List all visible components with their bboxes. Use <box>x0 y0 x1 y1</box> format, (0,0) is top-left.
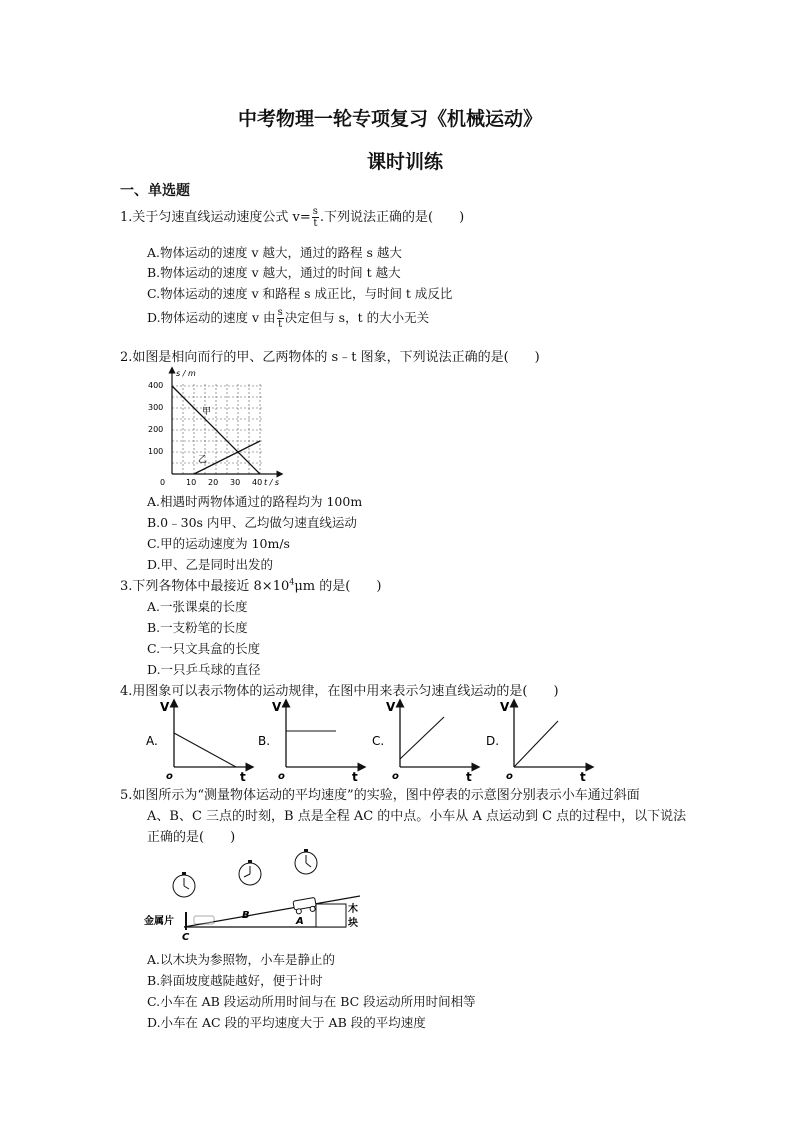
q5-stem-line2: A、B、C 三点的时刻，B 点是全程 AC 的中点。小车从 A 点运动到 C 点的过程中，以下说法 <box>147 809 687 824</box>
q1-formula-fraction <box>312 206 319 229</box>
q3-option-a[interactable]: A.一张课桌的长度 <box>147 599 248 614</box>
q4-graph-d[interactable] <box>486 700 590 783</box>
q1-frac-den: t <box>313 218 318 229</box>
q1-stem-post: .下列说法正确的是( ) <box>319 210 465 225</box>
q1-option-d[interactable] <box>147 307 429 330</box>
q2-xtick-30: 30 <box>230 478 241 487</box>
q4-graph-d-o: o <box>506 771 513 782</box>
q5-option-b[interactable]: B.斜面坡度越陡越好，便于计时 <box>147 973 323 988</box>
q4-graph-a-t: t <box>240 770 246 783</box>
q4-graph-c-o: o <box>392 771 399 782</box>
q1-d-frac-num: s <box>277 307 283 318</box>
q2-ytick-400: 400 <box>148 381 164 390</box>
q2-xtick-0: 0 <box>160 478 166 487</box>
label-point-c: C <box>182 932 190 942</box>
q4-graph-b-label: B. <box>258 734 271 748</box>
q4-graph-a-label: A. <box>146 734 158 748</box>
q3-stem-post: μm 的是( ) <box>294 579 382 594</box>
q1-option-b[interactable]: B.物体运动的速度 v 越大，通过的时间 t 越大 <box>147 265 401 280</box>
label-block-2: 块 <box>348 918 358 929</box>
q1-stem-pre: 1.关于匀速直线运动速度公式 v= <box>120 210 311 225</box>
q2-ytick-300: 300 <box>148 403 164 412</box>
q5-stem-line1: 5.如图所示为“测量物体运动的平均速度”的实验，图中停表的示意图分别表示小车通过斜面 <box>120 788 640 803</box>
q2-ytick-100: 100 <box>148 447 164 456</box>
q4-graph-c-t: t <box>466 770 472 783</box>
q2-grid <box>172 384 262 474</box>
q2-xtick-10: 10 <box>186 478 197 487</box>
q4-graph-c-label: C. <box>372 734 385 748</box>
q5-incline-figure <box>140 846 370 942</box>
q4-graph-a-o: o <box>166 771 173 782</box>
q4-graph-a[interactable] <box>146 700 250 783</box>
q5-stem-line3: 正确的是( ) <box>147 830 236 845</box>
q2-xtick-40: 40 <box>252 478 263 487</box>
q1-option-d-fraction <box>277 307 284 330</box>
q2-xtick-20: 20 <box>208 478 219 487</box>
q1-option-d-pre: D.物体运动的速度 v 由 <box>147 310 276 325</box>
q3-option-d[interactable]: D.一只乒乓球的直径 <box>147 662 261 677</box>
stopwatch-b-icon <box>239 860 261 885</box>
page-subtitle: 课时训练 <box>367 151 444 173</box>
q4-graph-b[interactable] <box>258 700 362 783</box>
q2-st-graph <box>140 366 285 488</box>
wood-block <box>316 904 346 927</box>
q2-option-c[interactable]: C.甲的运动速度为 10m/s <box>147 536 290 551</box>
q2-label-yi: 乙 <box>198 455 208 465</box>
section-heading: 一、单选题 <box>120 183 190 199</box>
q2-option-b[interactable]: B.0﹣30s 内甲、乙均做匀速直线运动 <box>147 515 357 530</box>
q1-option-a[interactable]: A.物体运动的速度 v 越大，通过的路程 s 越大 <box>147 245 402 260</box>
q2-stem: 2.如图是相向而行的甲、乙两物体的 s﹣t 图象，下列说法正确的是( ) <box>120 350 540 365</box>
q3-stem <box>120 575 381 594</box>
q1-option-d-post: 决定但与 s，t 的大小无关 <box>284 310 430 325</box>
q4-graph-c-line <box>400 717 444 759</box>
q4-graph-d-v: V <box>500 700 510 714</box>
q4-graph-b-v: V <box>272 700 282 714</box>
page-title: 中考物理一轮专项复习《机械运动》 <box>238 108 543 130</box>
q5-option-a[interactable]: A.以木块为参照物，小车是静止的 <box>147 952 336 967</box>
cart-icon <box>293 897 317 914</box>
q4-graph-d-line <box>514 721 558 767</box>
stopwatch-a-icon <box>295 849 317 874</box>
q2-y-label: s / m <box>176 369 196 378</box>
q2-ytick-200: 200 <box>148 425 164 434</box>
q5-option-d[interactable]: D.小车在 AC 段的平均速度大于 AB 段的平均速度 <box>147 1015 426 1030</box>
q2-option-a[interactable]: A.相遇时两物体通过的路程均为 100m <box>147 494 363 509</box>
q4-graphs[interactable] <box>140 697 600 783</box>
q1-option-c[interactable]: C.物体运动的速度 v 和路程 s 成正比，与时间 t 成反比 <box>147 286 453 301</box>
q4-graph-d-label: D. <box>486 734 500 748</box>
stopwatch-c-icon <box>173 872 195 897</box>
q3-stem-pre: 3.下列各物体中最接近 8×10 <box>120 579 290 594</box>
label-point-a: A <box>296 916 304 927</box>
q3-stem-exponent: 4 <box>289 577 295 587</box>
q2-label-jia: 甲 <box>202 407 212 417</box>
q4-stem: 4.用图象可以表示物体的运动规律，在图中用来表示匀速直线运动的是( ) <box>120 684 559 699</box>
q1-stem <box>120 206 464 229</box>
q3-option-b[interactable]: B.一支粉笔的长度 <box>147 620 248 635</box>
q4-graph-c-v: V <box>386 700 396 714</box>
label-metal-sheet: 金属片 <box>144 916 174 927</box>
q1-d-frac-den: t <box>278 319 283 330</box>
q2-option-d[interactable]: D.甲、乙是同时出发的 <box>147 557 274 572</box>
q3-option-c[interactable]: C.一只文具盒的长度 <box>147 641 261 656</box>
q4-graph-d-t: t <box>580 770 586 783</box>
label-block-1: 木 <box>348 904 358 915</box>
q4-graph-c[interactable] <box>372 700 476 783</box>
cart-ghost-icon <box>194 916 214 924</box>
q1-frac-num: s <box>312 206 318 217</box>
q4-graph-b-t: t <box>352 770 358 783</box>
label-point-b: B <box>242 910 250 921</box>
q2-x-label: t / s <box>264 478 280 487</box>
q4-graph-b-o: o <box>278 771 285 782</box>
q5-option-c[interactable]: C.小车在 AB 段运动所用时间与在 BC 段运动所用时间相等 <box>147 994 476 1009</box>
q4-graph-a-line <box>174 733 236 767</box>
q4-graph-a-v: V <box>160 700 170 714</box>
